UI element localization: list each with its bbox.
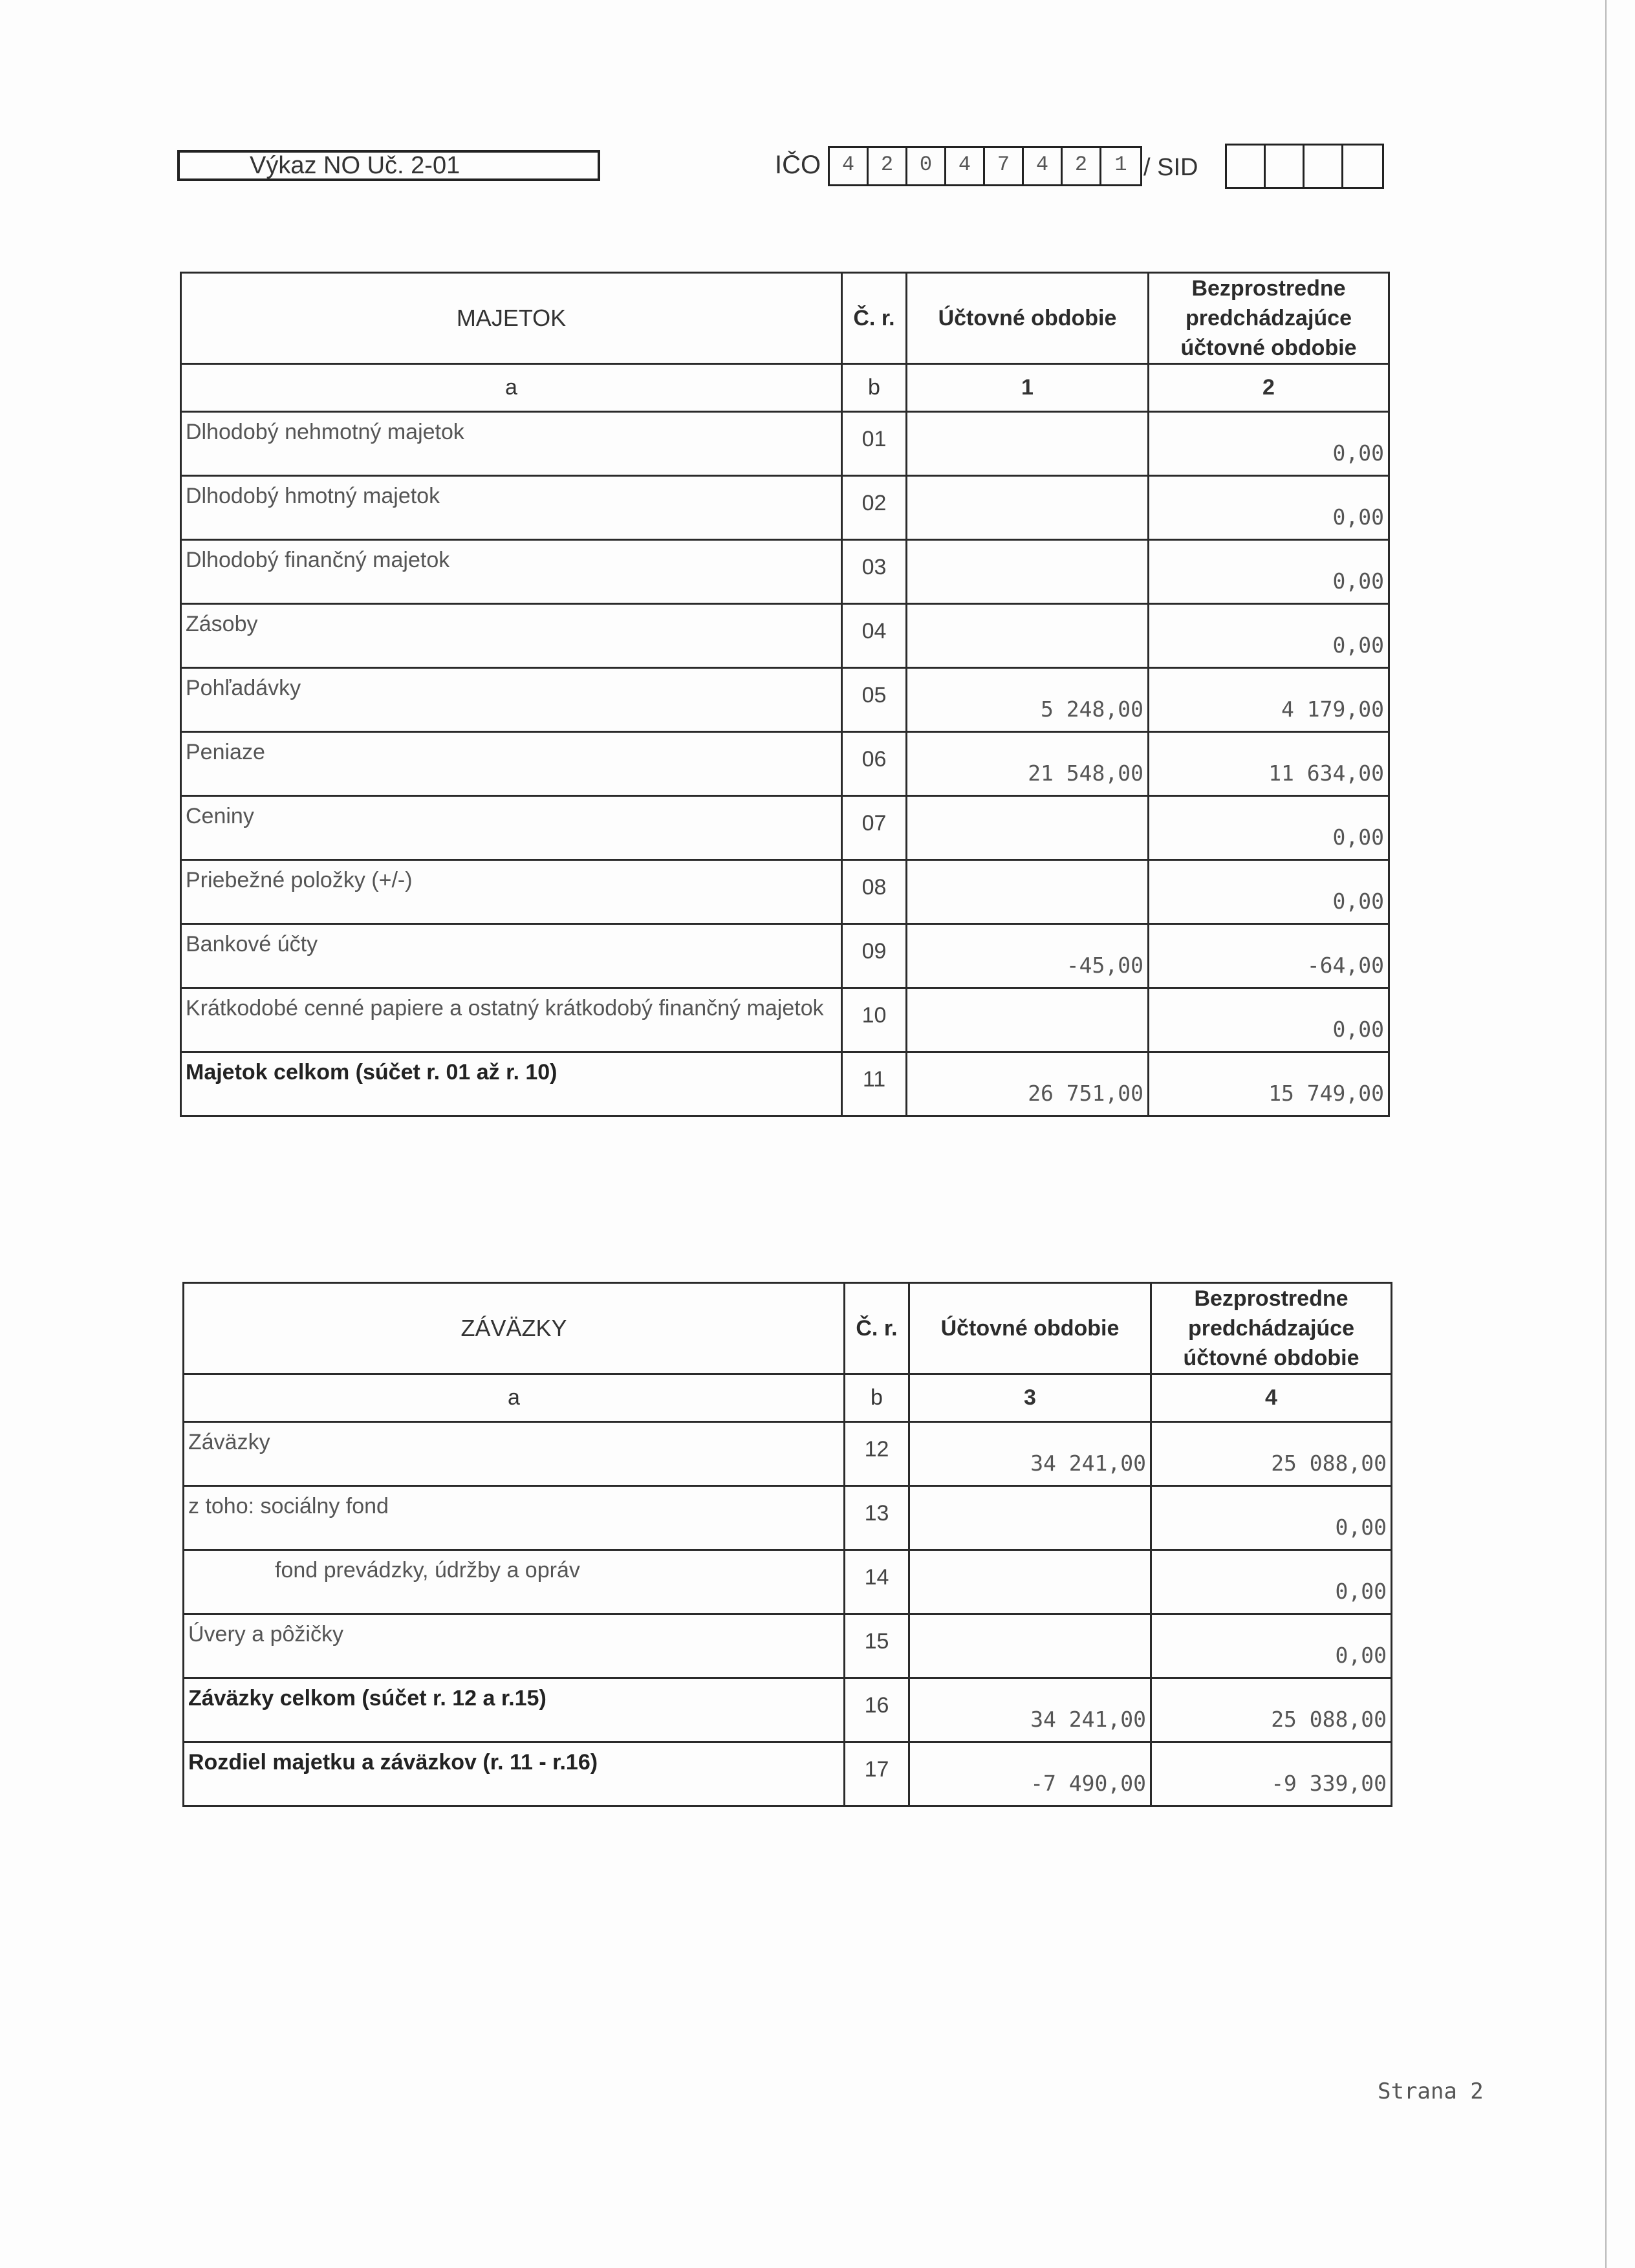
row-label: Bankové účty xyxy=(181,924,842,988)
row-label: Ceniny xyxy=(181,796,842,860)
zavazky-title: ZÁVÄZKY xyxy=(184,1283,845,1374)
col-header-previous: Bezprostredne predchádzajúce účtovné obdobie xyxy=(1151,1283,1392,1374)
table-row xyxy=(181,796,1389,860)
previous-value: 0,00 xyxy=(1149,604,1389,668)
table-row xyxy=(181,860,1389,924)
majetok-subheader-row xyxy=(181,364,1389,412)
col-header-cr: Č. r. xyxy=(845,1283,909,1374)
table-row xyxy=(181,988,1389,1052)
row-number: 10 xyxy=(842,988,907,1052)
current-value xyxy=(907,796,1149,860)
current-value: 21 548,00 xyxy=(907,732,1149,796)
current-value xyxy=(907,476,1149,540)
sid-box[interactable] xyxy=(1266,146,1305,187)
row-label: Dlhodobý finančný majetok xyxy=(181,540,842,604)
sub-a: a xyxy=(184,1374,845,1422)
zavazky-table xyxy=(182,1282,1392,1807)
col-header-previous: Bezprostredne predchádzajúce účtovné obdobie xyxy=(1149,273,1389,364)
previous-value: 0,00 xyxy=(1149,476,1389,540)
current-value xyxy=(907,860,1149,924)
row-label: z toho: sociálny fond xyxy=(184,1486,845,1550)
ico-digit[interactable]: 0 xyxy=(907,148,946,184)
current-value: 34 241,00 xyxy=(909,1678,1151,1742)
previous-value: 4 179,00 xyxy=(1149,668,1389,732)
row-number: 14 xyxy=(845,1550,909,1614)
table-row xyxy=(184,1422,1392,1486)
total-row xyxy=(184,1678,1392,1742)
sid-boxes xyxy=(1225,144,1384,189)
previous-value: -64,00 xyxy=(1149,924,1389,988)
row-label: Zásoby xyxy=(181,604,842,668)
current-value xyxy=(909,1486,1151,1550)
row-number: 06 xyxy=(842,732,907,796)
row-label: Dlhodobý nehmotný majetok xyxy=(181,412,842,476)
previous-value: 0,00 xyxy=(1149,988,1389,1052)
table-row xyxy=(181,668,1389,732)
majetok-table xyxy=(180,272,1390,1117)
ico-digit[interactable]: 7 xyxy=(985,148,1024,184)
table-row xyxy=(184,1550,1392,1614)
row-number: 03 xyxy=(842,540,907,604)
row-label: Rozdiel majetku a záväzkov (r. 11 - r.16) xyxy=(184,1742,845,1806)
current-value: 34 241,00 xyxy=(909,1422,1151,1486)
previous-value: 0,00 xyxy=(1149,540,1389,604)
table-row xyxy=(184,1486,1392,1550)
previous-value: 0,00 xyxy=(1151,1486,1392,1550)
sid-label: / SID xyxy=(1143,154,1198,181)
ico-digit[interactable]: 4 xyxy=(830,148,869,184)
previous-value: 0,00 xyxy=(1149,860,1389,924)
row-label: Priebežné položky (+/-) xyxy=(181,860,842,924)
current-value: 26 751,00 xyxy=(907,1052,1149,1116)
row-number: 02 xyxy=(842,476,907,540)
current-value xyxy=(909,1550,1151,1614)
ico-digit[interactable]: 4 xyxy=(946,148,985,184)
sub-b: b xyxy=(845,1374,909,1422)
row-number: 17 xyxy=(845,1742,909,1806)
table-row xyxy=(181,604,1389,668)
current-value: -7 490,00 xyxy=(909,1742,1151,1806)
current-value: 5 248,00 xyxy=(907,668,1149,732)
previous-value: 15 749,00 xyxy=(1149,1052,1389,1116)
row-label: Majetok celkom (súčet r. 01 až r. 10) xyxy=(181,1052,842,1116)
scan-edge-line xyxy=(1605,0,1607,2268)
row-number: 13 xyxy=(845,1486,909,1550)
current-value xyxy=(907,412,1149,476)
majetok-title: MAJETOK xyxy=(181,273,842,364)
sub-1: 1 xyxy=(907,364,1149,412)
col-header-cr: Č. r. xyxy=(842,273,907,364)
row-label: Peniaze xyxy=(181,732,842,796)
sub-2: 2 xyxy=(1149,364,1389,412)
previous-value: 0,00 xyxy=(1151,1550,1392,1614)
ico-digit[interactable]: 1 xyxy=(1114,153,1127,177)
current-value: -45,00 xyxy=(907,924,1149,988)
total-row xyxy=(181,1052,1389,1116)
ico-digit[interactable]: 2 xyxy=(869,148,907,184)
table-row xyxy=(184,1614,1392,1678)
form-label-box: Výkaz NO Uč. 2-01 xyxy=(177,150,600,181)
sub-a: a xyxy=(181,364,842,412)
row-number: 01 xyxy=(842,412,907,476)
row-label: Záväzky xyxy=(184,1422,845,1486)
ico-boxes xyxy=(828,146,1142,186)
current-value xyxy=(909,1614,1151,1678)
majetok-header-row xyxy=(181,273,1389,364)
row-number: 08 xyxy=(842,860,907,924)
sub-b: b xyxy=(842,364,907,412)
row-number: 12 xyxy=(845,1422,909,1486)
ico-label: IČO xyxy=(775,151,821,179)
row-number: 11 xyxy=(842,1052,907,1116)
table-row xyxy=(181,924,1389,988)
table-row xyxy=(181,732,1389,796)
sub-3: 3 xyxy=(909,1374,1151,1422)
row-number: 15 xyxy=(845,1614,909,1678)
ico-digit[interactable]: 4 xyxy=(1024,148,1063,184)
previous-value: 11 634,00 xyxy=(1149,732,1389,796)
row-label: Pohľadávky xyxy=(181,668,842,732)
sid-box[interactable] xyxy=(1343,146,1382,187)
row-number: 16 xyxy=(845,1678,909,1742)
current-value xyxy=(907,988,1149,1052)
previous-value: 25 088,00 xyxy=(1151,1422,1392,1486)
ico-digit[interactable]: 2 xyxy=(1063,148,1101,184)
current-value xyxy=(907,540,1149,604)
previous-value: 0,00 xyxy=(1149,796,1389,860)
previous-value: 0,00 xyxy=(1149,412,1389,476)
previous-value: 25 088,00 xyxy=(1151,1678,1392,1742)
col-header-period: Účtovné obdobie xyxy=(909,1283,1151,1374)
sub-4: 4 xyxy=(1151,1374,1392,1422)
row-number: 05 xyxy=(842,668,907,732)
zavazky-subheader-row xyxy=(184,1374,1392,1422)
row-number: 04 xyxy=(842,604,907,668)
row-label: fond prevádzky, údržby a opráv xyxy=(184,1550,845,1614)
row-label: Dlhodobý hmotný majetok xyxy=(181,476,842,540)
current-value xyxy=(907,604,1149,668)
table-row xyxy=(181,540,1389,604)
previous-value: 0,00 xyxy=(1151,1614,1392,1678)
table-row xyxy=(181,476,1389,540)
table-row xyxy=(181,412,1389,476)
sid-box[interactable] xyxy=(1227,146,1266,187)
difference-row xyxy=(184,1742,1392,1806)
row-number: 07 xyxy=(842,796,907,860)
row-label: Záväzky celkom (súčet r. 12 a r.15) xyxy=(184,1678,845,1742)
row-number: 09 xyxy=(842,924,907,988)
col-header-period: Účtovné obdobie xyxy=(907,273,1149,364)
sid-box[interactable] xyxy=(1305,146,1343,187)
zavazky-header-row xyxy=(184,1283,1392,1374)
page-number: Strana 2 xyxy=(1378,2079,1484,2104)
row-label: Úvery a pôžičky xyxy=(184,1614,845,1678)
previous-value: -9 339,00 xyxy=(1151,1742,1392,1806)
row-label: Krátkodobé cenné papiere a ostatný krátkodobý finančný majetok xyxy=(181,988,842,1052)
